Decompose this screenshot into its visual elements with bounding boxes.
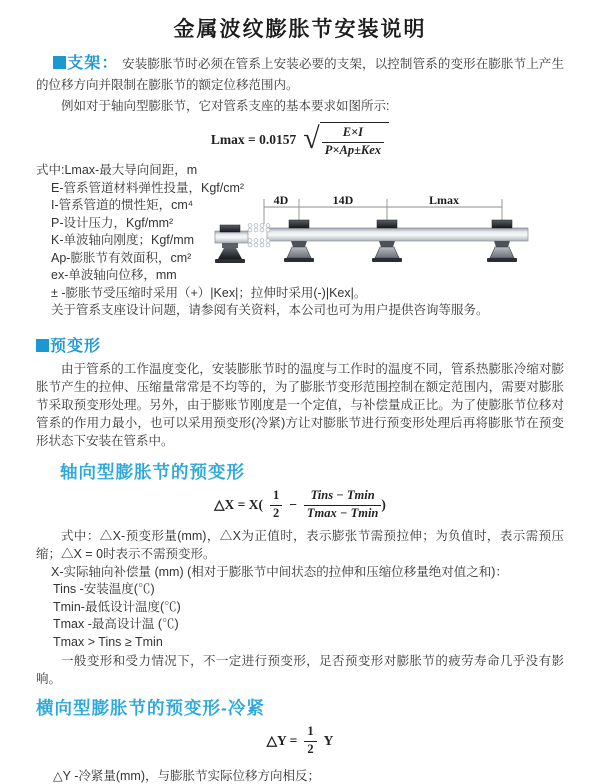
predeform-section-heading [36,333,564,356]
predeform-section-label: 预变形 [50,337,102,355]
definition-line: I-管系管道的惯性矩，cm⁴ [51,198,194,212]
temp-line: Tmin-最低设计温度(℃) [53,599,181,614]
pipe-stub [215,231,248,243]
dim-label-4d: 4D [273,193,289,207]
temp-line: Tins -安装温度(℃) [53,582,155,596]
axial-predeform-formula [36,488,564,522]
deltay-definition-line: △Y -冷紧量(mm)，与膨胀节实际位移方向相反； [53,769,321,783]
formula2-frac2-den: Tmax − Tmin [306,505,379,520]
formula1-lhs: Lmax = 0.0157 [210,132,297,147]
support-section-label [53,55,119,72]
page-title: 金属波纹膨胀节安装说明 [173,18,427,41]
formula2-frac1-num: 1 [270,488,282,506]
formula3-rhs: Y [323,733,334,748]
axial-explanation: 式中：△X-预变形量(mm)，△X为正值时，表示膨张节需预拉伸；为负值时，表示需预压缩；△X = 0时表示不需预变形。 [36,528,564,561]
definition-line: K-单波轴向刚度；Kgf/mm [51,233,195,247]
formula3-num: 1 [304,724,316,742]
guide-spacing-formula [36,121,564,159]
definition-line: E-管系管道材料弹性投量，Kgf/cm² [51,180,245,195]
formula2-frac2-num: Tins − Tmin [304,488,381,506]
definition-line: ex-单波轴向位移，mm [51,268,177,282]
formula2-lhs: △X = X( [214,496,263,512]
lateral-coldtight-formula [36,726,564,756]
pipe [267,228,528,241]
support-paragraph [36,53,564,96]
predeform-paragraph: 由于管系的工作温度变化，安装膨胀节时的温度与工作时的温度不同，管系热膨胀冷缩对膨胀节产生的拉伸、压缩量常常是不均等的，为了膨胀节变形范围控制在额定范围内，需要对膨胀节采取预变形处理。另外，由于膨账节刚度是一个定值，与补偿量成正比。为了使膨胀节位移对管系的作用力最小，也可以采用预变形(冷紧)方让对膨胀节进行预变形处理后再将膨胀节在预变形状态下安装在管系中。 [36,361,564,448]
pipe-support-diagram [212,193,562,283]
definitions-block [36,162,564,320]
support-intro-text: 安装膨胀节时必须在管系上安装必要的支架，以控制管系的变形在膨胀节上产生的位移方向并限制在膨胀节的额定位移范围内。 [36,57,564,92]
support-example-line: 例如对于轴向型膨胀节，它对管系支座的基本要求如图所示: [61,99,390,113]
consult-line: 关于管系支座设计问题，请参阅有关资料，本公司也可为用户提供咨询等服务。 [51,303,489,317]
formula3-den: 2 [307,742,314,756]
radical [303,122,389,158]
formula2-frac1-den: 2 [272,505,280,520]
plusminus-line: ± -膨胀节受压缩时采用（+）|Kex|；拉伸时采用(-)|Kex|。 [51,285,367,300]
sqrt-icon: √ [303,121,320,155]
section-bullet-icon [53,56,66,69]
definition-line: 式中:Lmax-最大导向间距，m [36,163,198,177]
temp-line: Tmax -最高设计温 (℃) [53,617,179,631]
formula1-numerator: E×I [322,125,384,143]
dim-label-14d: 14D [332,193,354,207]
definition-line: Ap-膨胀节有效面积，cm² [51,250,192,265]
x-definition-line: X-实际轴向补偿量 (mm) (相对于膨胀节中间状态的拉伸和压缩位移量绝对值之和)： [51,564,508,579]
formula1-denominator: P×Ap±Kex [324,142,382,157]
dim-label-lmax: Lmax [429,193,459,207]
axial-note-line: 一般变形和受力情况下，不一定进行预变形，足否预变形对膨胀节的疲劳寿命几乎没有影响。 [36,654,564,686]
temp-inequality-line: Tmax > Tins ≥ Tmin [53,634,163,649]
lateral-subheading: 横向型膨胀节的预变形-冷紧 [36,698,265,718]
formula2-close: ) [381,496,386,512]
section-bullet-icon [36,339,49,352]
bellows-icon [248,224,270,247]
definition-line: P-设计压力，Kgf/mm² [51,215,174,230]
formula2-minus: − [289,496,297,512]
axial-subheading: 轴向型膨胀节的预变形 [60,461,245,482]
support-section-label-text: 支架： [67,55,119,72]
formula3-lhs: △Y = [266,733,298,748]
